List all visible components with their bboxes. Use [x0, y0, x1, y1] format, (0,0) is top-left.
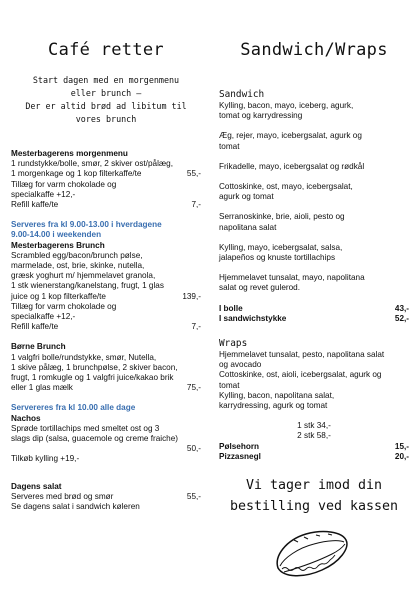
line-text: juice og 1 kop filterkaffe/te — [11, 291, 106, 301]
line-price: 7,- — [191, 200, 201, 210]
sandwich-item — [219, 212, 409, 232]
menu-line — [11, 444, 201, 454]
menu-line — [11, 159, 201, 169]
sandwich-item — [219, 273, 409, 293]
extra-line — [219, 452, 409, 462]
wrap-line: karrydressing, agurk og tomat — [219, 401, 328, 411]
line-price: 50,- — [186, 444, 201, 454]
wrap-line: Cottoskinke, ost, aioli, icebergsalat, agurk og — [219, 370, 382, 380]
menu-line — [11, 271, 201, 281]
morgenmenu-heading: Mesterbagerens morgenmenu — [11, 149, 128, 158]
price-line — [219, 314, 409, 324]
item-line: Cottoskinke, ost, mayo, icebergsalat, — [219, 182, 353, 192]
menu-line — [11, 190, 201, 200]
menu-line — [11, 322, 201, 332]
line-price: 55,- — [186, 169, 201, 179]
price-label: I bolle — [219, 303, 243, 313]
line-text: specialkaffe +12,- — [11, 312, 76, 322]
item-line: Hjemmelavet tunsalat, mayo, napolitana — [219, 273, 365, 283]
intro-line: Start dagen med en morgenmenu — [32, 75, 180, 85]
price-line — [219, 304, 409, 314]
line-text: eller 1 glas mælk — [11, 383, 73, 393]
menu-line — [11, 363, 201, 373]
line-text: Serveres med brød og smør — [11, 491, 114, 501]
line-text: marmelade, ost, brie, skinke, nutella, — [11, 261, 145, 271]
menu-line — [11, 302, 201, 312]
item-line: Frikadelle, mayo, icebergsalat og rødkål — [219, 161, 365, 171]
line-text: Sprøde tortillachips med smeltet ost og 3 — [11, 423, 160, 433]
wrap-line: og avocado — [219, 360, 262, 370]
nachos-section — [11, 403, 201, 464]
sandwich-column — [219, 40, 409, 517]
cafe-intro — [11, 74, 201, 126]
line-text: Se dagens salat i sandwich køleren — [11, 502, 140, 512]
wrap-price: 2 stk 58,- — [297, 431, 331, 441]
sandwich-icon — [272, 528, 350, 582]
item-line: Kylling, bacon, mayo, iceberg, agurk, — [219, 101, 354, 110]
wrap-price: 1 stk 34,- — [297, 421, 331, 431]
line-text: Refill kaffe/te — [11, 200, 59, 210]
brunch-section — [11, 220, 201, 332]
sandwich-item — [219, 101, 409, 121]
line-price: 7,- — [191, 322, 201, 332]
menu-line — [11, 292, 201, 302]
line-text: specialkaffe +12,- — [11, 189, 76, 199]
sandwich-title: Sandwich/Wraps — [240, 40, 388, 60]
brunch-time-note: 9.00-14.00 i weekenden — [11, 230, 102, 240]
line-text: Tilkøb kylling +19,- — [11, 454, 80, 464]
extra-price: 15,- — [394, 441, 409, 451]
line-text: 1 rundstykke/bolle, smør, 2 skiver ost/pålæg, — [11, 159, 173, 169]
sandwich-item — [219, 131, 409, 151]
item-line: salat og revet gulerod. — [219, 283, 301, 293]
line-text: græsk yoghurt m/ hjemmelavet granola, — [11, 271, 156, 281]
line-text: 1 stk wienerstang/kanelstang, frugt, 1 glas — [11, 281, 164, 291]
cafe-column — [11, 40, 201, 512]
menu-line — [11, 261, 201, 271]
boerne-heading: Børne Brunch — [11, 342, 66, 352]
menu-line — [11, 169, 201, 179]
intro-line: Der er altid brød ad libitum til — [25, 101, 187, 111]
cafe-title: Café retter — [48, 40, 164, 60]
order-slogan — [219, 475, 409, 517]
menu-line — [11, 424, 201, 434]
extra-price: 20,- — [394, 451, 409, 461]
nachos-time-note: Servereres fra kl 10.00 alle dage — [11, 403, 136, 413]
wraps-heading: Wraps — [219, 338, 248, 350]
item-line: Serranoskinke, brie, aioli, pesto og — [219, 212, 345, 222]
slogan-line: Vi tager imod din — [245, 478, 383, 494]
line-text: Tillæg for varm chokolade og — [11, 301, 117, 311]
sandwich-list — [219, 101, 409, 324]
line-text: slags dip (salsa, guacemole og creme fraiche) — [11, 434, 179, 444]
menu-line — [11, 502, 201, 512]
menu-line — [11, 281, 201, 291]
wrap-line: tomat — [219, 380, 240, 390]
brunch-heading: Mesterbagerens Brunch — [11, 240, 105, 250]
salat-section — [11, 482, 201, 513]
sandwich-heading: Sandwich — [219, 89, 265, 100]
line-price: 55,- — [186, 491, 201, 501]
line-text: 1 valgfri bolle/rundstykke, smør, Nutella, — [11, 352, 157, 362]
line-text: 1 skive pålæg, 1 brunchpølse, 2 skiver bacon, — [11, 362, 178, 372]
brunch-time-note: Serveres fra kl 9.00-13.00 i hverdagene — [11, 220, 162, 230]
line-text: frugt, 1 romkugle og 1 valgfri juice/kakao brik — [11, 373, 174, 383]
nachos-heading: Nachos — [11, 413, 41, 423]
extra-line — [219, 442, 409, 452]
line-text: 1 morgenkage og 1 kop filterkaffe/te — [11, 169, 142, 179]
wrap-line: Hjemmelavet tunsalat, pesto, napolitana salat — [219, 350, 385, 360]
sandwich-item — [219, 182, 409, 202]
salat-heading: Dagens salat — [11, 481, 62, 491]
boerne-brunch-section — [11, 342, 201, 393]
intro-line: eller brunch – — [70, 88, 142, 98]
wrap-line: Kylling, bacon, napolitana salat, — [219, 390, 335, 400]
menu-line — [11, 454, 201, 464]
menu-line — [11, 312, 201, 322]
item-line: napolitana salat — [219, 222, 277, 232]
item-line: jalapeños og knuste tortillachips — [219, 253, 336, 263]
line-text: Scrambled egg/bacon/brunch pølse, — [11, 250, 143, 260]
intro-line: vores brunch — [75, 114, 137, 124]
menu-line — [11, 353, 201, 363]
extra-label: Pizzasnegl — [219, 451, 261, 461]
item-line: Æg, rejer, mayo, icebergsalat, agurk og — [219, 131, 362, 141]
item-line: Kylling, mayo, icebergsalat, salsa, — [219, 242, 343, 252]
extra-label: Pølsehorn — [219, 441, 260, 451]
menu-line — [11, 373, 201, 383]
price-value: 52,- — [394, 313, 409, 323]
price-label: I sandwichstykke — [219, 313, 287, 323]
menu-line — [11, 383, 201, 393]
slogan-line: bestilling ved kassen — [229, 499, 399, 515]
menu-line — [11, 492, 201, 502]
line-price: 75,- — [186, 383, 201, 393]
item-line: agurk og tomat — [219, 192, 274, 202]
line-price: 139,- — [182, 291, 201, 301]
menu-line — [11, 180, 201, 190]
item-line: tomat og karrydressing — [219, 111, 303, 121]
price-value: 43,- — [394, 303, 409, 313]
menu-line — [11, 434, 201, 444]
sandwich-item — [219, 243, 409, 263]
line-text: Tillæg for varm chokolade og — [11, 179, 117, 189]
morgenmenu-section — [11, 149, 201, 210]
menu-line — [11, 251, 201, 261]
item-line: tomat — [219, 141, 240, 151]
sandwich-item — [219, 162, 409, 172]
wraps-list — [219, 350, 409, 462]
line-text: Refill kaffe/te — [11, 322, 59, 332]
menu-line — [11, 200, 201, 210]
